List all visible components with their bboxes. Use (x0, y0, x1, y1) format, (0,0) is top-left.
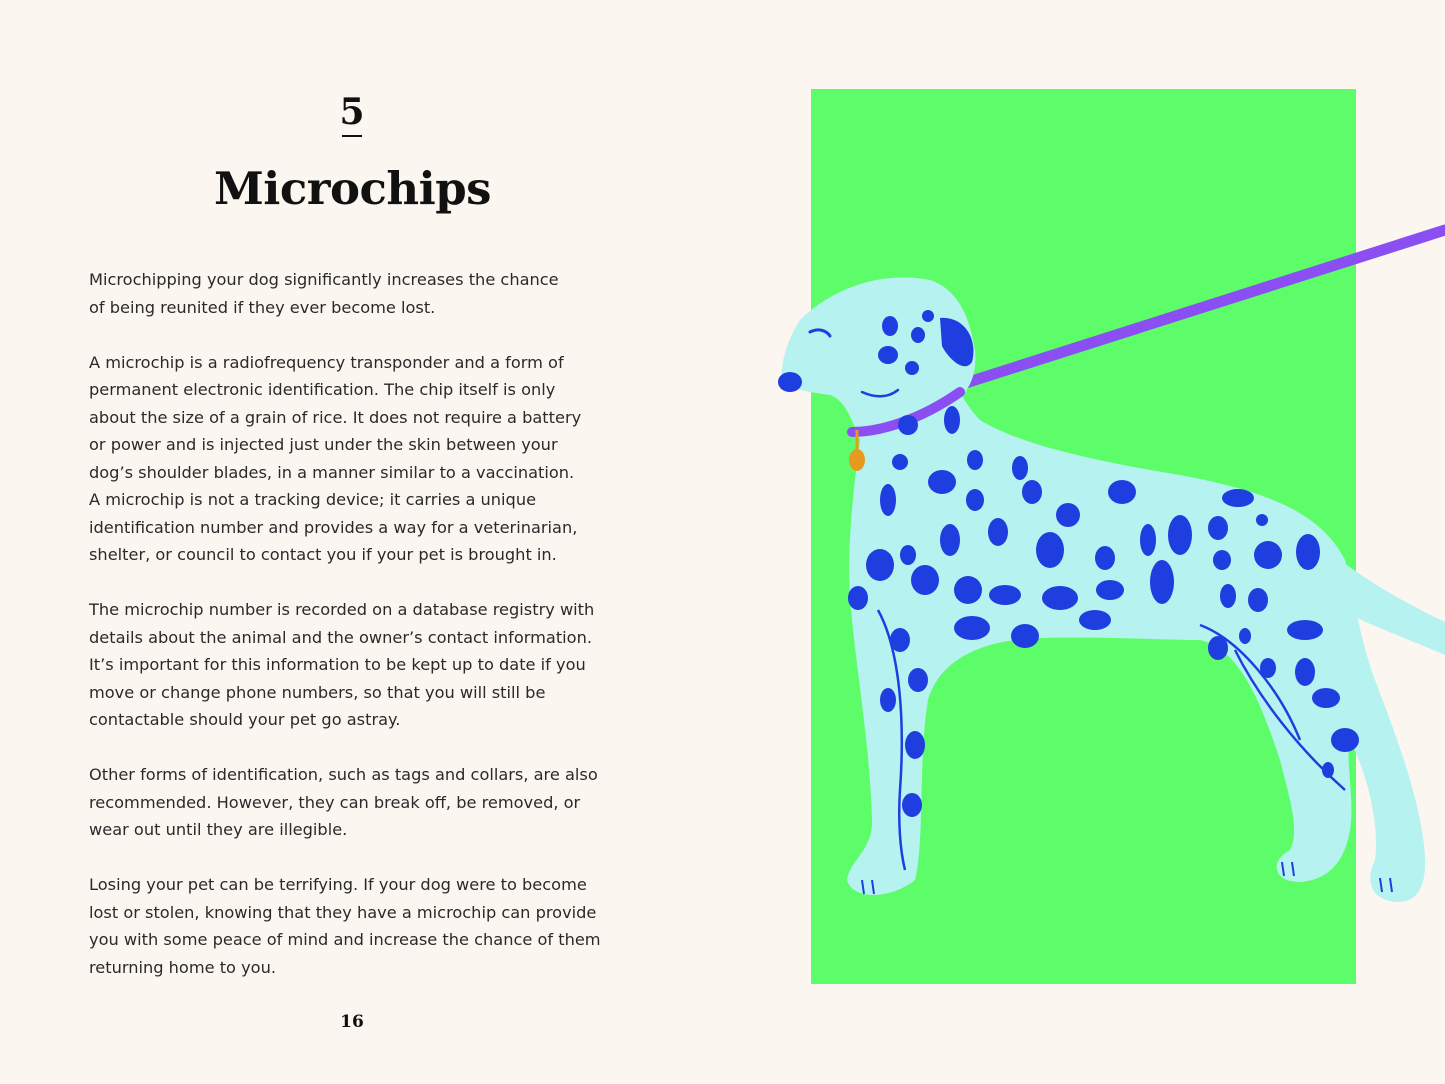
text-line: identification number and provides a way for a veterinarian, (89, 517, 578, 537)
text-line: dog’s shoulder blades, in a manner similar to a vaccination. (89, 462, 575, 482)
text-line: or power and is injected just under the skin between your (89, 435, 558, 454)
text-line: details about the animal and the owner’s contact information. (89, 627, 592, 647)
text-line: A microchip is a radiofrequency transponder and a form of (89, 352, 564, 372)
text-line: wear out until they are illegible. (89, 820, 348, 839)
text-line: about the size of a grain of rice. It does not require a battery (89, 407, 582, 427)
text-line: Microchipping your dog significantly increases the chance (89, 270, 559, 289)
text-line: recommended. However, they can break off, be removed, or (89, 792, 581, 812)
text-line: The microchip number is recorded on a database registry with (89, 600, 595, 619)
chapter-number: 5 (339, 91, 365, 133)
text-line: lost or stolen, knowing that they have a microchip can provide (89, 902, 597, 922)
text-line: shelter, or council to contact you if your pet is brought in. (89, 545, 557, 564)
text-line: It’s important for this information to be kept up to date if you (89, 655, 586, 674)
text-line: A microchip is not a tracking device; it carries a unique (89, 490, 537, 509)
chapter-title: Microchips (213, 162, 492, 215)
text-line: move or change phone numbers, so that you will still be (89, 682, 546, 702)
text-line: returning home to you. (89, 957, 276, 977)
text-line: Other forms of identification, such as tags and collars, are also (89, 765, 598, 784)
text-line: permanent electronic identification. The chip itself is only (89, 380, 556, 399)
page-number: 16 (340, 1012, 364, 1032)
collar-tag (849, 449, 865, 471)
text-line: contactable should your pet go astray. (89, 710, 401, 729)
dog-nose (778, 372, 802, 392)
text-line: of being reunited if they ever become lost. (89, 297, 436, 317)
text-line: you with some peace of mind and increase the chance of them (89, 930, 601, 949)
text-line: Losing your pet can be terrifying. If your dog were to become (89, 875, 587, 894)
